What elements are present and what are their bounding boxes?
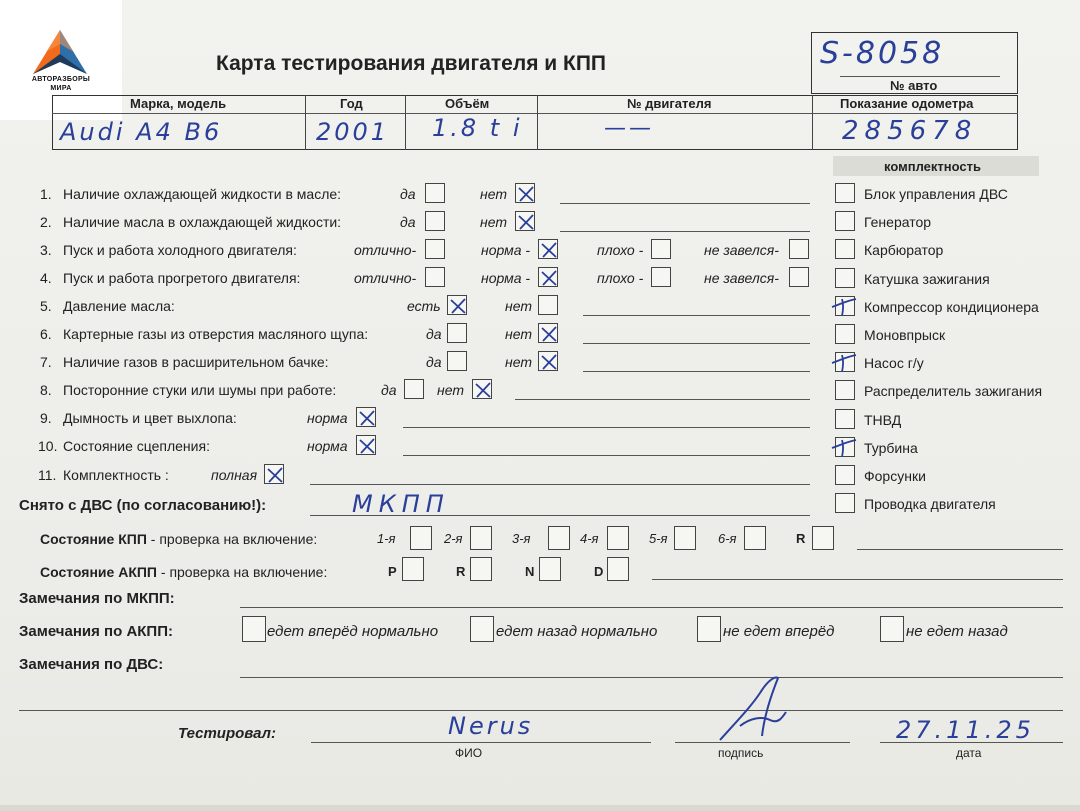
akpp-line xyxy=(652,579,1063,580)
akpp-gear-checkbox[interactable] xyxy=(470,557,492,581)
check-option-checkbox[interactable] xyxy=(538,267,558,287)
check-option-label: нет xyxy=(480,214,507,230)
check-option-checkbox[interactable] xyxy=(789,267,809,287)
check-option-label: есть xyxy=(407,298,441,314)
completeness-title: комплектность xyxy=(884,159,981,174)
tested-by-label: Тестировал: xyxy=(178,725,276,742)
name-caption: ФИО xyxy=(455,746,483,760)
completeness-item-label: Форсунки xyxy=(864,468,926,484)
completeness-checkbox[interactable] xyxy=(835,465,855,485)
table-col-divider xyxy=(305,95,306,150)
remarks-dvs-line xyxy=(240,677,1063,678)
col-volume-header: Объём xyxy=(445,96,490,111)
check-option-checkbox[interactable] xyxy=(538,323,558,343)
akpp-remark-checkbox[interactable] xyxy=(470,616,494,642)
check-mark-icon xyxy=(830,295,860,317)
check-option-checkbox[interactable] xyxy=(515,211,535,231)
check-option-label: плохо - xyxy=(597,242,644,258)
engine-number-value: —— xyxy=(604,116,654,141)
check-option-label: отлично- xyxy=(354,242,417,258)
signature-line xyxy=(675,742,850,743)
completeness-checkbox[interactable] xyxy=(835,493,855,513)
table-header-separator xyxy=(52,113,1018,114)
akpp-remark-label: не едет назад xyxy=(906,623,1008,640)
check-option-label: норма xyxy=(307,410,348,426)
removed-line xyxy=(310,515,810,516)
check-mark-icon xyxy=(830,436,860,458)
completeness-item-label: Блок управления ДВС xyxy=(864,186,1008,202)
completeness-checkbox[interactable] xyxy=(835,409,855,429)
check-label: Пуск и работа прогретого двигателя: xyxy=(63,270,301,286)
kpp-gear-checkbox[interactable] xyxy=(812,526,834,550)
completeness-checkbox[interactable] xyxy=(835,239,855,259)
tester-name-value: Nerus xyxy=(448,712,534,740)
check-mark-icon xyxy=(539,324,559,344)
kpp-gear-checkbox[interactable] xyxy=(410,526,432,550)
check-label: Картерные газы из отверстия масляного щупа: xyxy=(63,326,369,342)
remarks-mkpp-label: Замечания по МКПП: xyxy=(19,590,175,607)
akpp-remark-checkbox[interactable] xyxy=(880,616,904,642)
check-number: 3. xyxy=(40,242,52,258)
table-col-divider xyxy=(812,95,813,150)
check-option-label: да xyxy=(400,186,416,202)
check-option-label: да xyxy=(426,326,442,342)
check-number: 1. xyxy=(40,186,52,202)
signature-caption: подпись xyxy=(718,746,764,760)
check-option-checkbox[interactable] xyxy=(264,464,284,484)
check-mark-icon xyxy=(357,408,377,428)
car-number-underline xyxy=(840,76,1000,77)
table-col-divider xyxy=(405,95,406,150)
akpp-gear-checkbox[interactable] xyxy=(402,557,424,581)
completeness-checkbox[interactable] xyxy=(835,324,855,344)
completeness-item-label: Насос г/у xyxy=(864,355,924,372)
check-number: 9. xyxy=(40,410,52,426)
check-option-checkbox[interactable] xyxy=(651,239,671,259)
check-option-label: не завелся- xyxy=(704,242,779,258)
akpp-remark-checkbox[interactable] xyxy=(242,616,266,642)
kpp-gear-label: 5-я xyxy=(649,531,668,546)
year-value: 2001 xyxy=(316,118,390,146)
check-label: Наличие масла в охлаждающей жидкости: xyxy=(63,214,342,230)
logo-line2: МИРА xyxy=(50,85,72,92)
check-note-line xyxy=(403,455,810,456)
check-label: Давление масла: xyxy=(63,298,175,314)
check-mark-icon xyxy=(539,268,559,288)
check-option-checkbox[interactable] xyxy=(472,379,492,399)
akpp-remark-checkbox[interactable] xyxy=(697,616,721,642)
check-option-checkbox[interactable] xyxy=(447,323,467,343)
date-caption: дата xyxy=(956,746,982,760)
check-option-label: норма xyxy=(307,438,348,454)
check-option-checkbox[interactable] xyxy=(356,407,376,427)
table-col-divider xyxy=(537,95,538,150)
akpp-remark-label: не едет вперёд xyxy=(723,623,835,640)
akpp-gear-label: P xyxy=(388,564,397,579)
check-mark-icon xyxy=(539,352,559,372)
check-option-label: полная xyxy=(211,467,258,483)
akpp-check-label: Состояние АКПП - проверка на включение: xyxy=(40,564,328,580)
check-option-checkbox[interactable] xyxy=(425,183,445,203)
date-value: 27.11.25 xyxy=(896,716,1035,744)
check-number: 8. xyxy=(40,382,52,398)
check-mark-icon xyxy=(473,380,493,400)
completeness-checkbox[interactable] xyxy=(835,380,855,400)
check-option-checkbox[interactable] xyxy=(356,435,376,455)
completeness-checkbox[interactable] xyxy=(835,437,855,457)
check-note-line xyxy=(560,231,810,232)
kpp-gear-checkbox[interactable] xyxy=(674,526,696,550)
check-note-line xyxy=(583,343,810,344)
check-label: Пуск и работа холодного двигателя: xyxy=(63,242,297,258)
check-mark-icon xyxy=(539,240,559,260)
kpp-gear-label: R xyxy=(796,531,806,546)
car-number-value: S-8058 xyxy=(820,36,945,71)
col-engine-header: № двигателя xyxy=(627,96,712,111)
check-number: 11. xyxy=(38,467,57,483)
check-option-label: да xyxy=(381,382,397,398)
check-option-checkbox[interactable] xyxy=(538,295,558,315)
col-year-header: Год xyxy=(340,96,363,111)
check-option-label: да xyxy=(426,354,442,370)
completeness-item-label: Турбина xyxy=(864,439,918,456)
check-note-line xyxy=(310,484,810,485)
akpp-remark-label: едет назад нормально xyxy=(496,623,658,640)
kpp-gear-checkbox[interactable] xyxy=(744,526,766,550)
completeness-item-label: ТНВД xyxy=(864,411,902,428)
completeness-item-label: Проводка двигателя xyxy=(864,496,996,513)
volume-value: 1.8 t i xyxy=(432,114,523,142)
remarks-mkpp-line xyxy=(240,607,1063,608)
kpp-line xyxy=(857,549,1063,550)
form-title: Карта тестирования двигателя и КПП xyxy=(216,52,607,75)
check-option-checkbox[interactable] xyxy=(447,351,467,371)
check-label: Наличие охлаждающей жидкости в масле: xyxy=(63,186,342,202)
check-number: 6. xyxy=(40,326,52,342)
completeness-checkbox[interactable] xyxy=(835,296,855,316)
check-option-label: нет xyxy=(505,326,532,342)
akpp-gear-checkbox[interactable] xyxy=(607,557,629,581)
check-note-line xyxy=(560,203,810,204)
removed-label: Снято с ДВС (по согласованию!): xyxy=(19,497,267,514)
check-number: 2. xyxy=(40,214,52,230)
removed-value: МКПП xyxy=(352,490,450,518)
check-option-label: отлично- xyxy=(354,270,417,286)
kpp-gear-checkbox[interactable] xyxy=(548,526,570,550)
kpp-gear-label: 4-я xyxy=(580,531,599,546)
completeness-item-label: Катушка зажигания xyxy=(864,270,990,287)
akpp-gear-checkbox[interactable] xyxy=(539,557,561,581)
akpp-gear-label: N xyxy=(525,564,535,579)
check-option-checkbox[interactable] xyxy=(425,267,445,287)
check-option-checkbox[interactable] xyxy=(515,183,535,203)
date-line xyxy=(880,742,1063,743)
check-label: Посторонние стуки или шумы при работе: xyxy=(63,382,337,398)
kpp-gear-label: 1-я xyxy=(377,531,396,546)
check-label: Наличие газов в расширительном бачке: xyxy=(63,354,329,370)
kpp-gear-checkbox[interactable] xyxy=(607,526,629,550)
check-note-line xyxy=(583,371,810,372)
check-mark-icon xyxy=(357,436,377,456)
completeness-checkbox[interactable] xyxy=(835,183,855,203)
check-note-line xyxy=(583,315,810,316)
check-option-label: нет xyxy=(437,382,464,398)
col-odometer-header: Показание одометра xyxy=(840,96,974,111)
completeness-checkbox[interactable] xyxy=(835,268,855,288)
model-value: Audi A4 B6 xyxy=(60,118,223,146)
signature-scribble-icon xyxy=(690,668,810,748)
check-label: Дымность и цвет выхлопа: xyxy=(63,410,237,426)
check-option-label: норма - xyxy=(481,242,531,258)
check-mark-icon xyxy=(448,296,468,316)
remarks-dvs-label: Замечания по ДВС: xyxy=(19,656,164,673)
car-number-label: № авто xyxy=(890,78,938,93)
check-mark-icon xyxy=(265,465,285,485)
kpp-check-label: Состояние КПП - проверка на включение: xyxy=(40,531,318,547)
check-option-label: нет xyxy=(480,186,507,202)
check-option-checkbox[interactable] xyxy=(651,267,671,287)
paper-edge xyxy=(0,805,1080,811)
odometer-value: 285678 xyxy=(842,116,978,146)
check-number: 7. xyxy=(40,354,52,370)
check-option-checkbox[interactable] xyxy=(538,351,558,371)
check-number: 5. xyxy=(40,298,52,314)
kpp-gear-label: 2-я xyxy=(444,531,463,546)
check-label: Комплектность : xyxy=(63,467,169,483)
check-option-checkbox[interactable] xyxy=(447,295,467,315)
check-option-label: да xyxy=(400,214,416,230)
check-option-checkbox[interactable] xyxy=(538,239,558,259)
check-option-checkbox[interactable] xyxy=(404,379,424,399)
completeness-item-label: Компрессор кондиционера xyxy=(864,298,1039,315)
remarks-dvs-line-2 xyxy=(19,710,1063,711)
check-mark-icon xyxy=(830,351,860,373)
check-option-checkbox[interactable] xyxy=(789,239,809,259)
completeness-item-label: Моновпрыск xyxy=(864,327,946,343)
completeness-checkbox[interactable] xyxy=(835,352,855,372)
akpp-gear-label: D xyxy=(594,564,604,579)
kpp-gear-checkbox[interactable] xyxy=(470,526,492,550)
check-option-checkbox[interactable] xyxy=(425,239,445,259)
remarks-akpp-label: Замечания по АКПП: xyxy=(19,623,173,640)
akpp-remark-label: едет вперёд нормально xyxy=(267,623,439,640)
check-number: 10. xyxy=(38,438,58,454)
check-note-line xyxy=(515,399,810,400)
check-label: Состояние сцепления: xyxy=(63,438,210,454)
col-model-header: Марка, модель xyxy=(130,96,227,111)
logo-line1: АВТОРАЗБОРЫ xyxy=(31,76,91,83)
check-option-label: нет xyxy=(505,298,532,314)
check-number: 4. xyxy=(40,270,52,286)
completeness-item-label: Распределитель зажигания xyxy=(864,383,1043,400)
kpp-gear-label: 6-я xyxy=(718,531,737,546)
check-mark-icon xyxy=(516,212,536,232)
name-line xyxy=(311,742,651,743)
completeness-checkbox[interactable] xyxy=(835,211,855,231)
akpp-gear-label: R xyxy=(456,564,466,579)
check-option-label: плохо - xyxy=(597,270,644,286)
completeness-item-label: Карбюратор xyxy=(864,242,944,259)
completeness-item-label: Генератор xyxy=(864,214,932,231)
check-mark-icon xyxy=(516,184,536,204)
check-option-checkbox[interactable] xyxy=(425,211,445,231)
kpp-gear-label: 3-я xyxy=(512,531,531,546)
check-option-label: нет xyxy=(505,354,532,370)
check-note-line xyxy=(403,427,810,428)
check-option-label: норма - xyxy=(481,270,531,286)
check-option-label: не завелся- xyxy=(704,270,779,286)
